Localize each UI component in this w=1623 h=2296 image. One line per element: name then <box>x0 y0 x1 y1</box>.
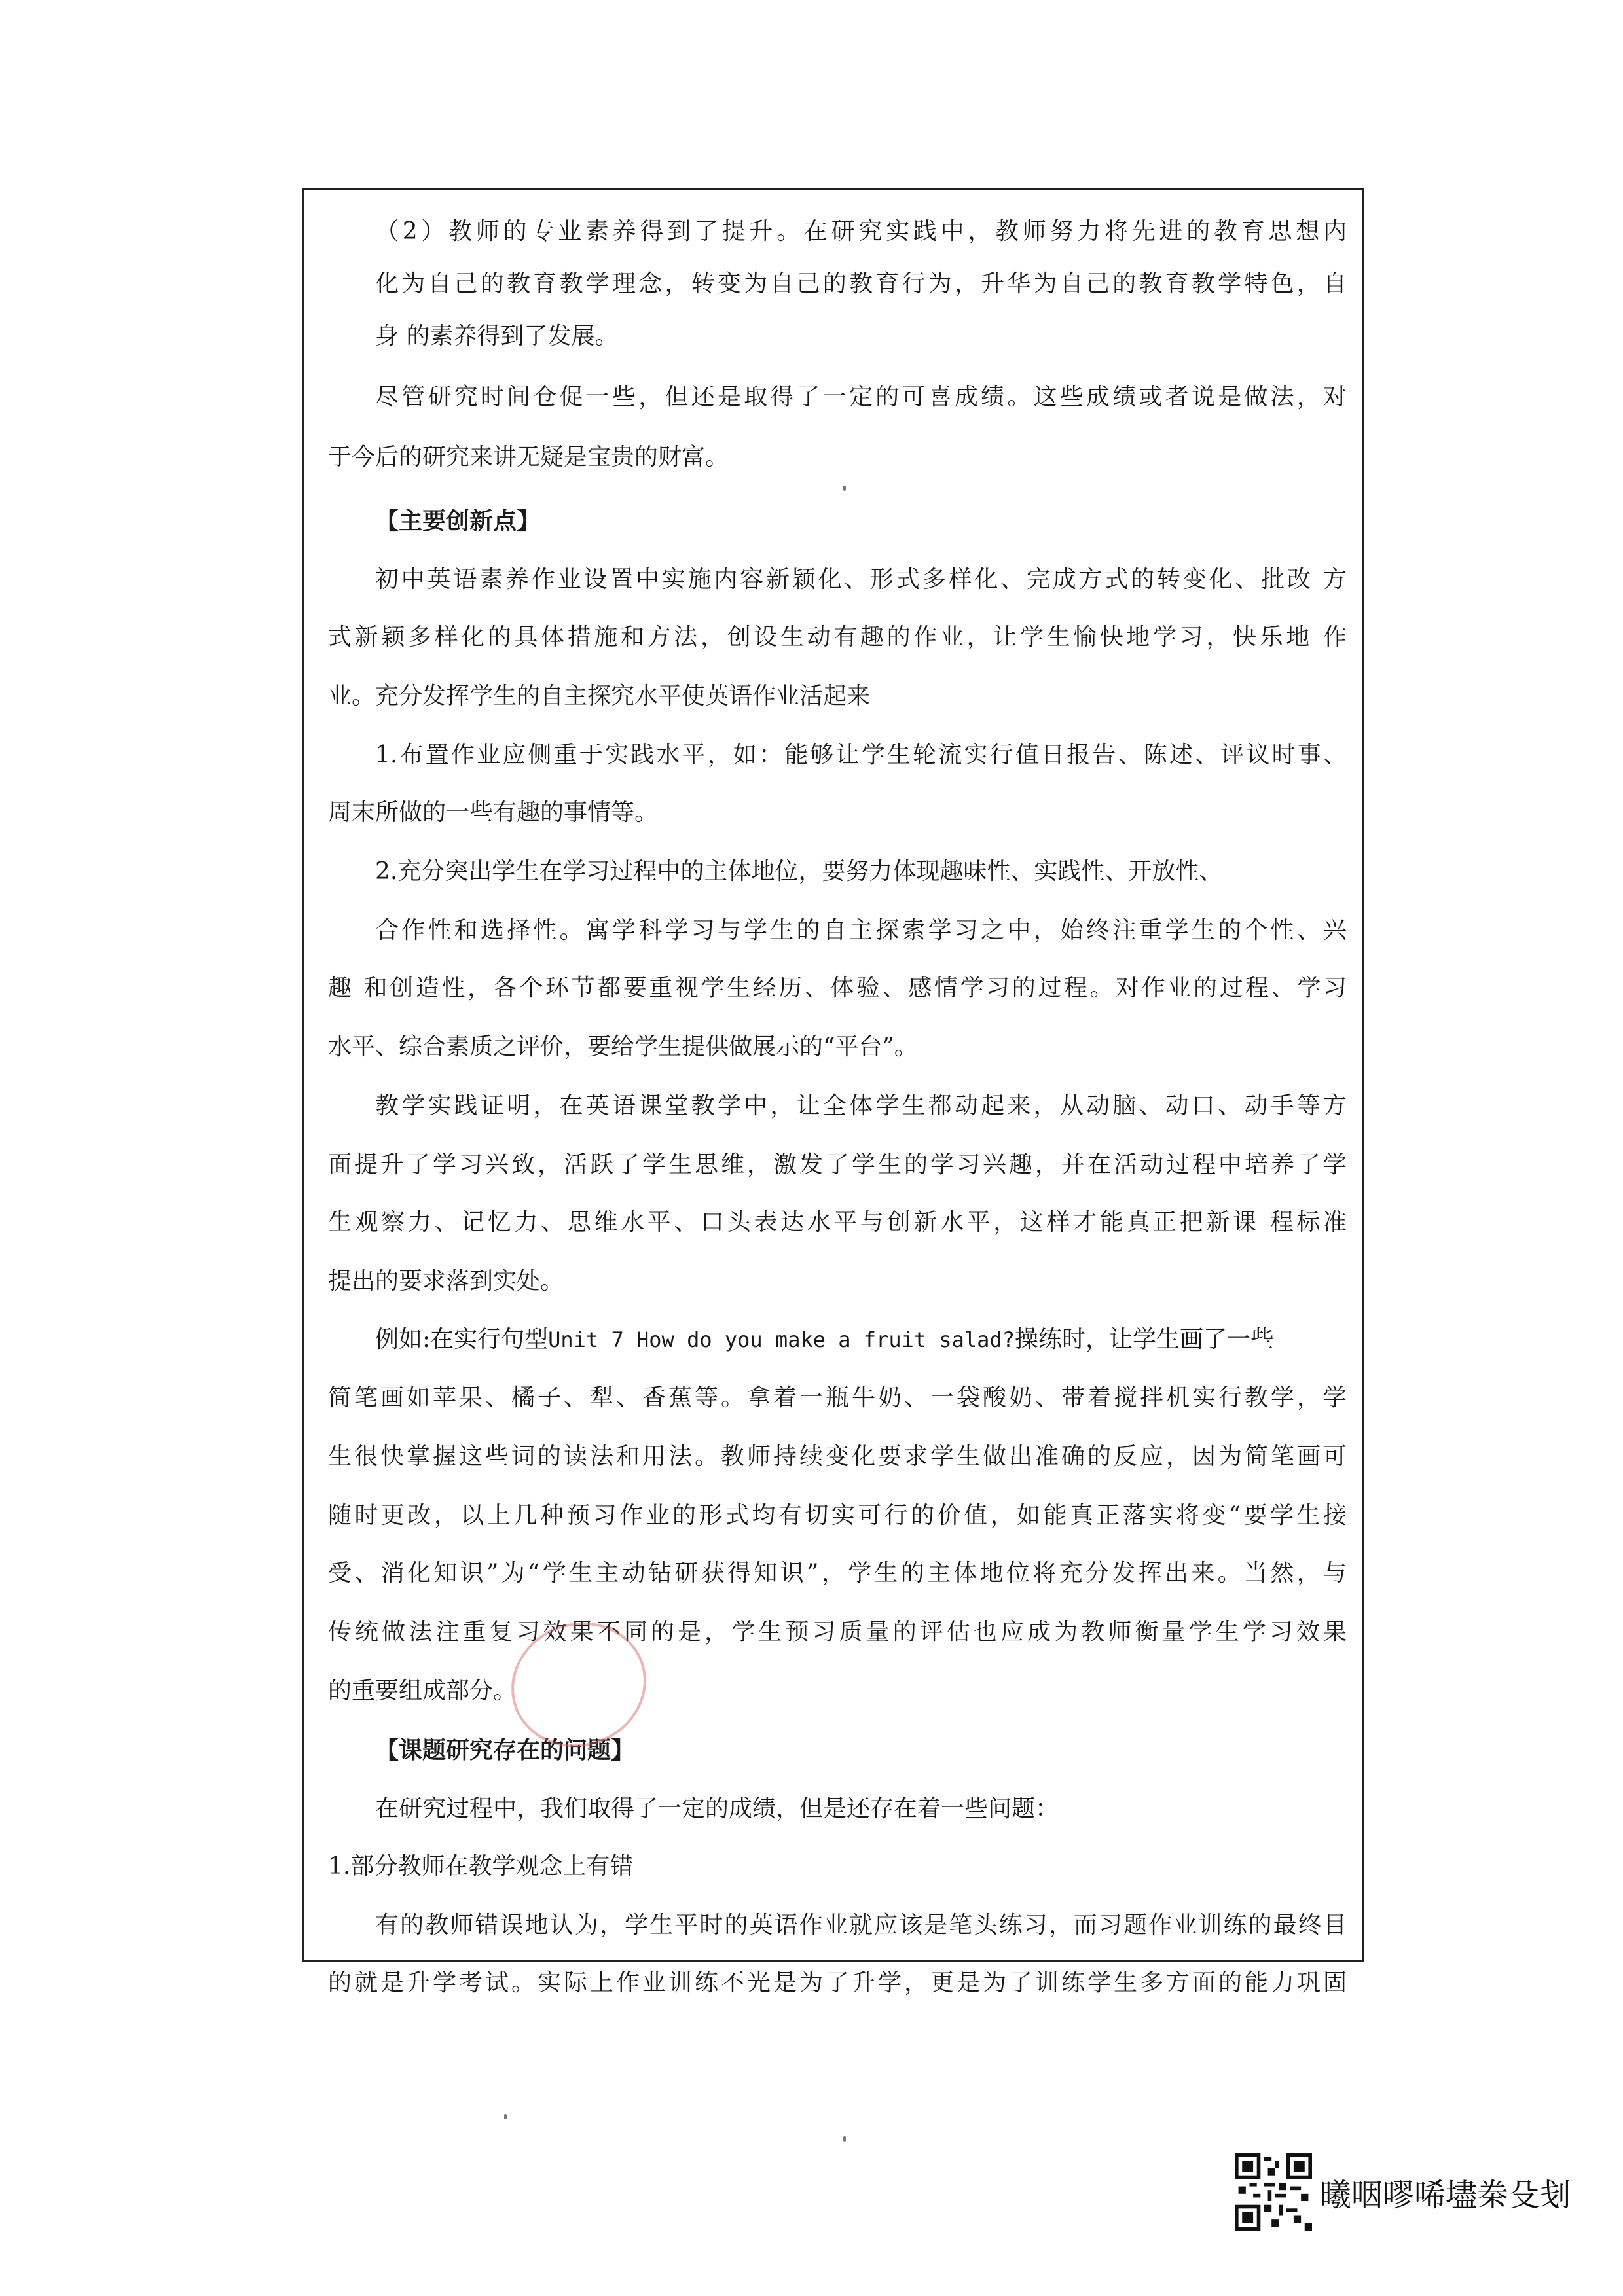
paragraph-line: 初中英语素养作业设置中实施内容新颖化、形式多样化、完成方式的转变化、批改 方 <box>375 566 1347 593</box>
paragraph-line: 的重要组成部分。 <box>328 1677 517 1704</box>
paragraph-line: 随时更改，以上几种预习作业的形式均有切实可行的价值，如能真正落实将变“要学生接 <box>328 1502 1347 1529</box>
example-line <box>304 1324 1362 1355</box>
paragraph-line: 有的教师错误地认为，学生平时的英语作业就应该是笔头练习，而习题作业训练的最终目 <box>375 1912 1347 1939</box>
paragraph-line: 简笔画如苹果、橘子、犁、香蕉等。拿着一瓶牛奶、一袋酸奶、带着搅拌机实行教学，学 <box>328 1384 1347 1411</box>
paragraph-line: 生观察力、记忆力、思维水平、口头表达水平与创新水平，这样才能真正把新课 程标准 <box>328 1209 1347 1236</box>
section-heading: 【主要创新点】 <box>375 507 541 535</box>
paragraph-line: 化为自己的教育教学理念，转变为自己的教育行为，升华为自己的教育教学特色，自 <box>375 270 1347 297</box>
paragraph-line: 水平、综合素质之评价，要给学生提供做展示的“平台”。 <box>328 1033 918 1060</box>
paragraph-line: 身 的素养得到了发展。 <box>375 323 619 350</box>
text-frame <box>302 188 1364 1996</box>
paragraph-line: 合作性和选择性。寓学科学习与学生的自主探索学习之中，始终注重学生的个性、兴 <box>375 917 1347 944</box>
paragraph-line: 面提升了学习兴致，活跃了学生思维，激发了学生的学习兴趣，并在活动过程中培养了学 <box>328 1151 1347 1178</box>
paragraph-line: 趣 和创造性，各个环节都要重视学生经历、体验、感情学习的过程。对作业的过程、学习 <box>328 975 1347 1001</box>
scan-speck <box>843 2136 846 2142</box>
example-lead: 例如:在实行句型 <box>375 1326 549 1353</box>
paragraph-line: 周末所做的一些有趣的事情等。 <box>328 799 659 826</box>
paragraph-line: 提出的要求落到实处。 <box>328 1268 564 1295</box>
paragraph-line: 受、消化知识”为“学生主动钻研获得知识”，学生的主体地位将充分发挥出来。当然，与 <box>328 1560 1347 1587</box>
paragraph-line: 在研究过程中，我们取得了一定的成绩，但是还存在着一些问题： <box>375 1795 1059 1822</box>
example-sentence: Unit 7 How do you make a fruit salad? <box>548 1327 1015 1352</box>
paragraph-line: 式新颖多样化的具体措施和方法，创设生动有趣的作业，让学生愉快地学习，快乐地 作 <box>328 624 1347 651</box>
paragraph-line: 生很快掌握这些词的读法和用法。教师持续变化要求学生做出准确的反应，因为简笔画可 <box>328 1443 1347 1470</box>
paragraph-line: 业。充分发挥学生的自主探究水平使英语作业活起来 <box>328 683 871 709</box>
section-heading: 【课题研究存在的问题】 <box>375 1736 635 1764</box>
paragraph-line: 于今后的研究来讲无疑是宝贵的财富。 <box>328 444 729 471</box>
paragraph-line: 2.充分突出学生在学习过程中的主体地位，要努力体现趣味性、实践性、开放性、 <box>375 858 1223 885</box>
footer-watermark-text: 曦咽嘐唏壗桊殳刬 <box>1320 2177 1572 2214</box>
paragraph-line: 尽管研究时间仓促一些，但还是取得了一定的可喜成绩。这些成绩或者说是做法，对 <box>375 384 1347 410</box>
scan-speck <box>504 2114 507 2119</box>
scan-speck <box>843 486 846 491</box>
qr-code-icon <box>1235 2153 1312 2231</box>
paragraph-line: 教学实践证明，在英语课堂教学中，让全体学生都动起来，从动脑、动口、动手等方 <box>375 1092 1347 1119</box>
paragraph-line: 1.布置作业应侧重于实践水平，如：能够让学生轮流实行值日报告、陈述、评议时事、 <box>375 742 1347 768</box>
paragraph-line: （2）教师的专业素养得到了提升。在研究实践中，教师努力将先进的教育思想内 <box>375 218 1347 245</box>
paragraph-line: 传统做法注重复习效果不同的是，学生预习质量的评估也应成为教师衡量学生学习效果 <box>328 1619 1347 1645</box>
paragraph-line: 的就是升学考试。实际上作业训练不光是为了升学，更是为了训练学生多方面的能力巩固 <box>328 1969 1347 1996</box>
example-tail: 操练时，让学生画了一些 <box>1014 1326 1274 1353</box>
paragraph-line: 1.部分教师在教学观念上有错 <box>328 1853 634 1880</box>
